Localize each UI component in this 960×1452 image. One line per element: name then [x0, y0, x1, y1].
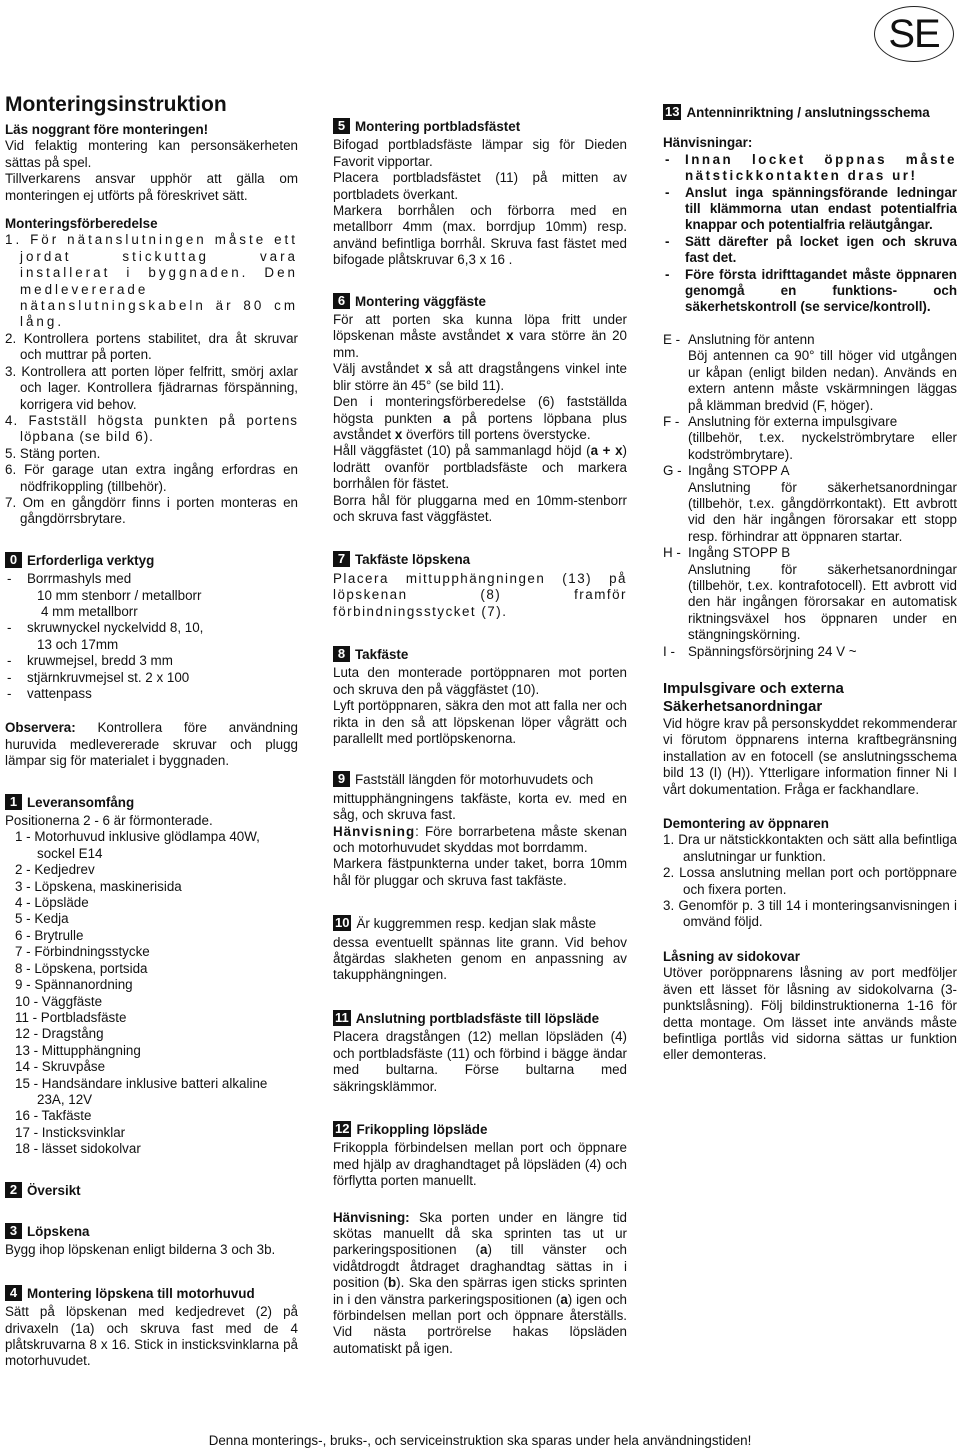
- list-item: - skruwnyckel nyckelvidd 8, 10,: [5, 620, 298, 636]
- section-number: 8: [333, 646, 350, 662]
- section-title: Antenninriktning / anslutningsschema: [686, 105, 930, 120]
- section-text: Den i monteringsförberedelse (6) fastställda högsta punkten a på portens löpbana plus avståndet x överförs till portens överstycke.: [333, 394, 627, 442]
- list-item: 4. Fastställ högsta punkten på portens löpbana (se bild 6).: [5, 412, 298, 445]
- section-text: Lyft portöppnaren, säkra den mot att falla ner och rikta in den så att löpskenan löper vågrätt och parallellt med portlöpskenorna.: [333, 698, 627, 746]
- section-heading: Demontering av öppnaren: [663, 816, 829, 832]
- section-number: 11: [335, 1009, 349, 1025]
- section-heading: [663, 104, 957, 121]
- section-number: 1: [5, 794, 22, 810]
- list-item: 7 - Förbindningsstycke: [15, 944, 150, 960]
- section-text: Borra hål för pluggarna med en 10mm-stenborr och skruva fast väggfästet.: [333, 492, 627, 524]
- section-number: 7: [333, 551, 350, 567]
- note-text: Hänvisning: Ska porten under en längre tid skötas manuellt då ska sprinten tas ut ur parkeringspositionen (a) till vänster och vidåtdrogdt åtdraget draghandtag sättas in i position (b). Ska den spärras igen sticks sprinten in i den vänstra parkeringspositionen (a) igen och förbindelsen mellan port och öppnare återställs. Vid nästa portrörelse hakas löpsläden automatiskt på igen.: [333, 1209, 628, 1356]
- section-number: 4: [5, 1285, 22, 1301]
- column-right: [663, 104, 957, 1064]
- list-item: 2. Lossa anslutning mellan port och portöppnare och fixera porten.: [663, 865, 957, 897]
- language-badge: SE: [874, 6, 954, 62]
- connection-item: H - Ingång STOPP B: [663, 545, 791, 561]
- section-heading: Monteringsförberedelse: [5, 216, 158, 232]
- section-number: 13: [665, 104, 680, 119]
- section-number: 5: [333, 118, 350, 134]
- list-item: 3 - Löpskena, maskinerisida: [15, 878, 182, 894]
- connection-item: F - Anslutning för externa impulsgivare: [663, 413, 898, 429]
- list-item: 11 - Portbladsfäste: [15, 1009, 127, 1025]
- section-title: Frikoppling löpsläde: [356, 1121, 488, 1137]
- section-heading: [5, 552, 298, 569]
- connection-item: I - Spänningsförsörjning 24 V ~: [663, 643, 857, 659]
- list-item: 5 - Kedja: [15, 911, 69, 927]
- section-heading: [333, 551, 627, 568]
- list-item: 6. För garage utan extra ingång erfordras en nödfrikoppling (tillbehör).: [5, 462, 298, 494]
- connection-description: Anslutning för säkerhetsanordningar (tillbehör, t.ex. gångdörrkontakt). Ett avbrott vid den här ingången förorsakar ett stopp resp. förhindrar att öppnaren startar.: [688, 479, 957, 544]
- section-heading: Låsning av sidokovar: [663, 948, 800, 964]
- section-title: Är kuggremmen resp. kedjan slak måste: [356, 916, 597, 932]
- section-text: Markera fästpunkterna under taket, borra 10mm hål för pluggar och skruva fast takfäste.: [333, 856, 627, 888]
- section-text: Välj avståndet x så att dragstångens vinkel inte blir större än 45° (se bild 11).: [333, 361, 627, 393]
- section-text: Bifogad portbladsfäste lämpar sig för Dieden Favorit vipportar.: [333, 137, 627, 169]
- section-number: 12: [335, 1120, 350, 1136]
- intro-text: Vid felaktig montering kan personsäkerheten sättas på spel.: [5, 138, 298, 170]
- list-item: - Innan locket öppnas måste nätstickkontakten dras ur!: [663, 152, 957, 185]
- connection-item: G - Ingång STOPP A: [663, 463, 790, 479]
- section-heading: [333, 1010, 627, 1027]
- section-title: Montering portbladsfästet: [355, 119, 521, 134]
- section-text: Positionerna 2 - 6 är förmonterade.: [5, 813, 213, 829]
- section-text: Frikoppla förbindelsen mellan port och öppnare med hjälp av draghandtaget på löpsläden (4) och förflytta porten manuellt.: [333, 1140, 627, 1189]
- section-title: Anslutning portbladsfäste till löpsläde: [355, 1010, 600, 1026]
- list-item-continued: 4 mm metallborr: [41, 603, 138, 619]
- list-item-continued: sockel E14: [37, 845, 103, 861]
- section-heading: [5, 794, 298, 811]
- section-title: Fastställ längden för motorhuvudets och: [355, 772, 594, 788]
- section-heading: Hänvisningar:: [663, 135, 753, 151]
- list-item: 15 - Handsändare inklusive batteri alkaline: [15, 1075, 268, 1091]
- connection-list: [663, 332, 957, 660]
- section-number: 10: [335, 915, 350, 931]
- section-heading: Impulsgivare och externa Säkerhetsanordningar: [663, 680, 844, 715]
- list-item: 13 - Mittupphängning: [15, 1042, 141, 1058]
- footer-note: Denna monterings-, bruks-, och serviceinstruktion ska sparas under hela användningstiden!: [208, 1433, 752, 1448]
- list-item: 3. Genomför p. 3 till 14 i monteringsanvisningen i omvänd följd.: [663, 898, 957, 930]
- list-item: - Anslut inga spänningsförande ledningar till klämmorna utan endast potentialfria knappar och potentialfria reläutgångar.: [663, 185, 957, 234]
- disassembly-list: [663, 832, 957, 930]
- section-text: mittupphängningens takfäste, korta ev. med en såg, och skruva fast.: [333, 790, 627, 823]
- connection-description: Anslutning för säkerhetsanordningar (tillbehör, t.ex. kontrafotocell). Ett avbrott vid den här ingången förorsakar en automatisk riktningsväxel hos öppnaren under en stängningskörning.: [688, 561, 957, 643]
- section-number: 6: [333, 293, 350, 309]
- section-heading: [333, 1121, 627, 1138]
- column-left: [5, 90, 298, 1370]
- intro-warning: Läs noggrant före monteringen!: [5, 122, 209, 137]
- parts-list: [5, 829, 298, 1157]
- list-item: - kruwmejsel, bredd 3 mm: [5, 653, 298, 669]
- section-heading: [333, 646, 627, 663]
- list-item: 1. Dra ur nätstickkontakten och sätt alla befintliga anslutningar ur funktion.: [663, 832, 957, 864]
- section-title: Takfäste löpskena: [355, 552, 471, 568]
- list-item: 14 - Skruvpåse: [15, 1059, 106, 1075]
- list-item: 12 - Dragstång: [15, 1026, 104, 1042]
- section-heading: [5, 1182, 298, 1199]
- column-middle: [333, 106, 627, 1357]
- section-text: Hänvisning: Före borrarbetena måste skenan och motorhuvudet skyddas mot borrdamm.: [333, 823, 627, 856]
- section-title: Erforderliga verktyg: [27, 552, 155, 568]
- section-text: dessa eventuellt spännas lite grann. Vid behov åtgärdas slakheten genom en anpassning av takupphängningen.: [333, 934, 627, 983]
- list-item: - vattenpass: [5, 686, 298, 702]
- reference-list: [663, 152, 957, 316]
- list-item: 8 - Löpskena, portsida: [15, 960, 148, 976]
- section-text: Utöver poröppnarens låsning av port medföljer även ett lässet för låsning av sidokolvarna (3-punktslåsning). Följ bildinstruktionerna 1-16 för detta montage. Om lässet inte används måste befintliga portlås vid sidorna sättas ur funktion eller demonteras.: [663, 965, 957, 1063]
- section-text: Markera borrhålen och förborra med en metallborr 4mm (max. borrdjup 10mm) resp. använd befintliga borrhål. Skruva fast fästet med bifogade plåtskruvar 6,3 x 16 .: [333, 203, 627, 268]
- list-item: 18 - lässet sidokolvar: [15, 1141, 141, 1157]
- list-item: - Sätt därefter på locket igen och skruva fast det.: [663, 234, 957, 267]
- list-item: 6 - Brytrulle: [15, 927, 84, 943]
- prep-list: [5, 232, 298, 527]
- list-item: 2. Kontrollera portens stabilitet, dra åt skruvar och muttrar på porten.: [5, 330, 298, 363]
- section-text: Vid högre krav på personskyddet rekommenderar vi förutom öppnarens interna kraftbegränsning installation av en fotocell (se anslutningsschema bild 13 (I) (H)). Ytterligare information finner Ni I vårt dokumentation. Fråga er fackhandlare.: [663, 716, 957, 797]
- section-title: Montering löpskena till motorhuvud: [27, 1285, 255, 1301]
- list-item-continued: 10 mm stenborr / metallborr: [37, 587, 202, 603]
- intro-text: Tillverkarens ansvar upphör att gälla om monteringen ej utförts på föreskrivet sätt.: [5, 171, 298, 203]
- list-item: 9 - Spännanordning: [15, 977, 133, 993]
- list-item: 2 - Kedjedrev: [15, 862, 95, 878]
- section-text: Placera dragstången (12) mellan löpsläden (4) och portbladsfäste (11) och förbind i bägge ändar med bultarna. Förse bultarna med säkringsklämmor.: [333, 1029, 627, 1094]
- section-title: Översikt: [27, 1182, 81, 1198]
- section-number: 9: [333, 771, 350, 787]
- list-item: 10 - Väggfäste: [15, 993, 103, 1009]
- list-item: - stjärnkruvmejsel st. 2 x 100: [5, 670, 298, 686]
- section-heading: [5, 1285, 298, 1302]
- connection-description: Böj antennen ca 90° till höger vid utgången ur kåpan (enligt bilden nedan). Används en extern antenn måste vskärmningen läggas på klämman bredvid (F, höger).: [688, 348, 957, 413]
- list-item: - Före första idrifttagandet måste öppnaren genomgå en funktions- och säkerhetskontroll (se service/kontroll).: [663, 267, 957, 316]
- list-item: 1 - Motorhuvud inklusive glödlampa 40W,: [15, 829, 260, 845]
- list-item: 7. Om en gångdörr finns i porten monteras en gångdörrsbrytare.: [5, 494, 298, 527]
- observation-note: [5, 720, 298, 769]
- section-text: För att porten ska kunna löpa fritt under löpskenan måste avståndet x vara större än 20 mm.: [333, 312, 627, 360]
- section-title: Löpskena: [27, 1223, 90, 1239]
- list-item: - Borrmashyls med: [5, 571, 298, 587]
- section-text: Placera mittupphängningen (13) på löpskenan (8) framför förbindningsstycket (7).: [333, 570, 627, 619]
- list-item: 1. För nätanslutningen måste ett jordat stickuttag vara installerat i byggnaden. Den medlevererade nätanslutningskabeln är 80 cm lång.: [5, 232, 298, 330]
- list-item-continued: 23A, 12V: [37, 1091, 93, 1107]
- section-text: Placera portbladsfästet (11) på mitten av portbladets överkant.: [333, 170, 627, 202]
- section-number: 3: [5, 1223, 22, 1239]
- note-label: Observera:: [5, 720, 76, 736]
- section-heading: [333, 771, 627, 788]
- section-text: Bygg ihop löpskenan enligt bilderna 3 och 3b.: [5, 1242, 276, 1258]
- section-heading: [333, 293, 627, 310]
- section-text: Håll väggfästet (10) på sammanlagd höjd (a + x) lodrätt ovanför portbladsfäste och markera borrhålen för fästet.: [333, 443, 627, 492]
- tools-list: [5, 571, 298, 702]
- section-title: Takfäste: [355, 646, 409, 662]
- section-number: 0: [5, 552, 22, 568]
- list-item: 17 - Insticksvinklar: [15, 1124, 126, 1140]
- section-heading: [333, 915, 627, 932]
- section-title: Montering väggfäste: [355, 293, 486, 309]
- connection-description: (tillbehör, t.ex. nyckelströmbrytare eller kodströmbrytare).: [688, 430, 957, 462]
- section-title: Leveransomfång: [27, 794, 135, 810]
- note-text: Kontrollera före användning huruvida medlevererade skruvar och plugg lämpar sig för materialet i byggnaden.: [5, 720, 298, 769]
- section-text: Sätt på löpskenan med kedjedrevet (2) på drivaxeln (1a) och skruva fast med de 4 plåtskruvarna 8 x 16. Stick in insticksvinklarna på motorhuvudet.: [5, 1304, 298, 1369]
- connection-item: E - Anslutning för antenn: [663, 331, 815, 347]
- section-number: 2: [5, 1182, 22, 1198]
- list-item: 3. Kontrollera att porten löper felfritt, smörj axlar och lager. Kontrollera fjädrarnas förspänning, korrigera vid behov.: [5, 363, 298, 412]
- section-heading: [333, 118, 627, 135]
- page-title: Monteringsinstruktion: [5, 93, 227, 116]
- list-item: 16 - Takfäste: [15, 1108, 92, 1124]
- list-item: 4 - Löpsläde: [15, 895, 89, 911]
- section-heading: [5, 1223, 298, 1240]
- section-text: Luta den monterade portöppnaren mot porten och skruva den på väggfästet (10).: [333, 665, 627, 697]
- list-item: 5. Stäng porten.: [5, 445, 101, 461]
- list-item-continued: 13 och 17mm: [37, 636, 119, 652]
